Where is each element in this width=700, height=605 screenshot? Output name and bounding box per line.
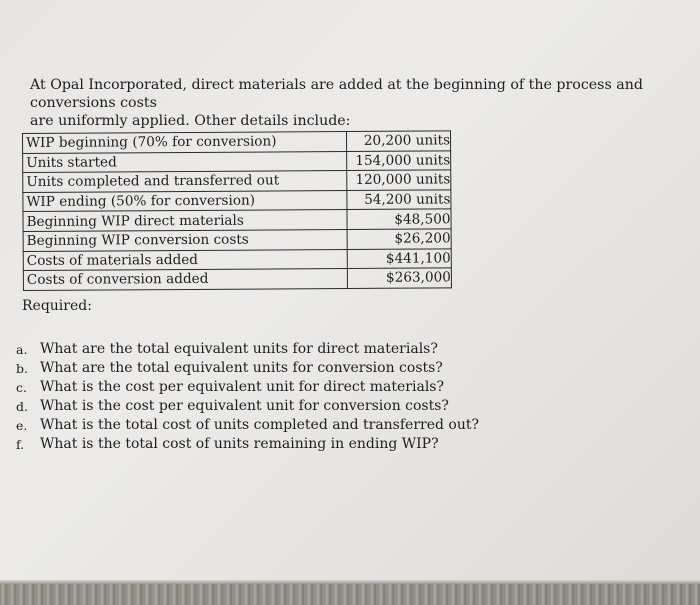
required-heading: Required:	[22, 298, 92, 314]
row-value: 120,000 units	[347, 170, 451, 190]
row-label: WIP ending (50% for conversion)	[23, 190, 347, 212]
table-row	[23, 209, 451, 231]
table-row	[23, 170, 451, 192]
details-table	[22, 130, 452, 290]
table-row	[23, 150, 451, 172]
list-item	[16, 397, 479, 416]
questions-list	[16, 340, 479, 454]
intro-line-2: are uniformly applied. Other details include:	[30, 113, 351, 129]
row-value: $26,200	[347, 229, 451, 249]
question-marker: f.	[16, 437, 25, 452]
row-value: $48,500	[347, 209, 451, 229]
list-item	[16, 340, 479, 359]
table-row	[23, 131, 451, 153]
intro-paragraph	[30, 76, 695, 130]
background-surface-strip	[0, 584, 700, 605]
question-text: What are the total equivalent units for direct materials?	[40, 341, 438, 357]
row-label: WIP beginning (70% for conversion)	[23, 132, 347, 154]
table-row	[23, 229, 451, 251]
list-item	[16, 416, 479, 435]
question-text: What is the cost per equivalent unit for conversion costs?	[40, 398, 449, 414]
question-marker: e.	[16, 418, 28, 433]
row-label: Beginning WIP direct materials	[23, 210, 347, 232]
question-marker: d.	[16, 399, 28, 414]
list-item	[16, 359, 479, 378]
row-value: 154,000 units	[347, 150, 451, 170]
row-value: $441,100	[347, 248, 451, 268]
row-label: Units started	[23, 151, 347, 173]
question-marker: a.	[16, 342, 28, 357]
table-row	[23, 248, 451, 270]
question-marker: b.	[16, 361, 28, 376]
table-row	[23, 190, 451, 212]
row-label: Costs of conversion added	[23, 269, 347, 291]
row-value: 20,200 units	[346, 131, 450, 151]
row-label: Beginning WIP conversion costs	[23, 229, 347, 251]
list-item	[16, 378, 479, 397]
question-text: What is the total cost of units completed and transferred out?	[40, 417, 479, 433]
row-label: Costs of materials added	[23, 249, 347, 271]
question-text: What is the cost per equivalent unit for direct materials?	[40, 379, 444, 395]
row-label: Units completed and transferred out	[23, 171, 347, 193]
row-value: 54,200 units	[347, 190, 451, 210]
list-item	[16, 435, 479, 454]
table-row	[23, 268, 451, 290]
intro-line-1: At Opal Incorporated, direct materials are added at the beginning of the process and conversions costs	[30, 77, 643, 111]
row-value: $263,000	[347, 268, 451, 288]
question-marker: c.	[16, 380, 27, 395]
question-text: What is the total cost of units remaining in ending WIP?	[40, 436, 439, 452]
question-text: What are the total equivalent units for conversion costs?	[40, 360, 443, 376]
